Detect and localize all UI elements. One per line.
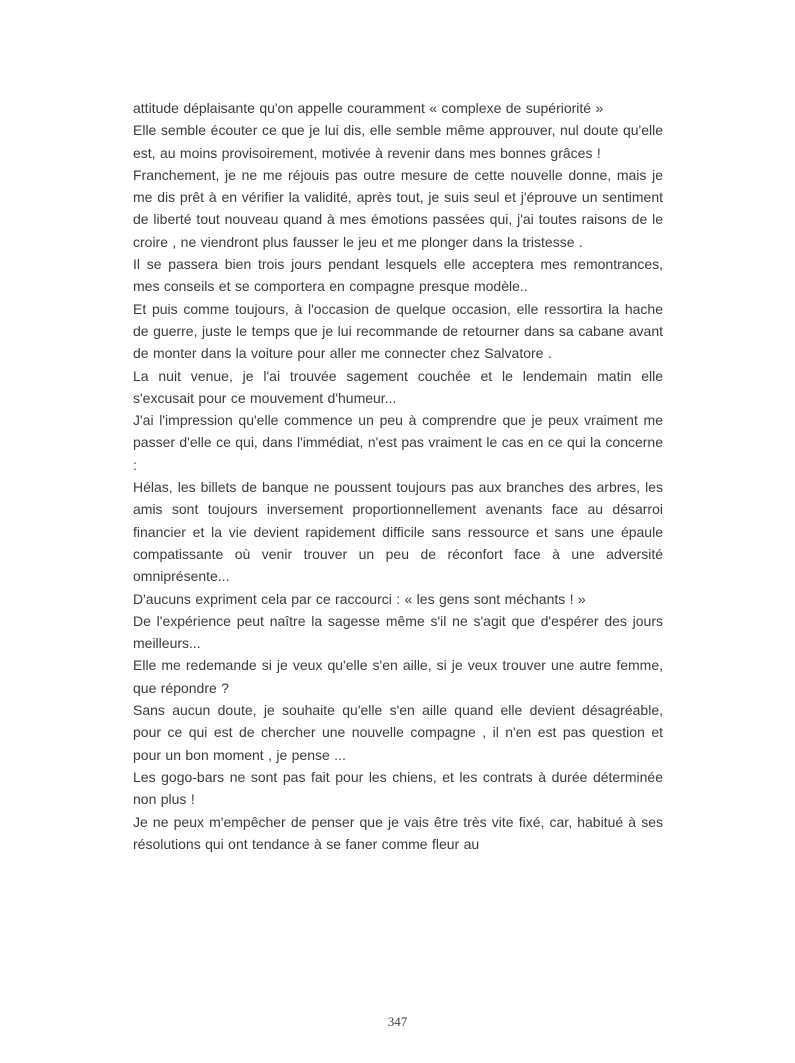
paragraph: Franchement, je ne me réjouis pas outre mesure de cette nouvelle donne, mais je me dis prêt à en vérifier la validité, après tout, je suis seul et j'éprouve un sentiment de liberté tout nouveau quand à mes émotions passées qui, j'ai toutes raisons de le croire , ne viendront plus fausser le jeu et me plonger dans la tristesse . [133, 166, 663, 250]
paragraph: Il se passera bien trois jours pendant lesquels elle acceptera mes remontrances, mes conseils et se comportera en compagne presque modèle.. [133, 256, 663, 295]
paragraph: D'aucuns expriment cela par ce raccourci : « les gens sont méchants ! » [133, 590, 586, 607]
paragraph: Je ne peux m'empêcher de penser que je vais être très vite fixé, car, habitué à ses résolutions qui ont tendance à se faner comme fleur au [133, 813, 663, 852]
paragraph: La nuit venue, je l'ai trouvée sagement couchée et le lendemain matin elle s'excusait pour ce mouvement d'humeur... [133, 367, 663, 406]
paragraph: Sans aucun doute, je souhaite qu'elle s'en aille quand elle devient désagréable, pour ce qui est de chercher une nouvelle compagne , il n'en est pas question et pour un bon moment , je pense ... [133, 702, 663, 763]
paragraph: Elle me redemande si je veux qu'elle s'en aille, si je veux trouver une autre femme, que répondre ? [133, 657, 663, 696]
paragraph: De l'expérience peut naître la sagesse même s'il ne s'agit que d'espérer des jours meilleurs... [133, 612, 663, 652]
paragraph: Et puis comme toujours, à l'occasion de quelque occasion, elle ressortira la hache de guerre, juste le temps que je lui recommande de retourner dans sa cabane avant de monter dans la voiture pour aller me connecter chez Salvatore . [133, 300, 663, 362]
paragraph: Les gogo-bars ne sont pas fait pour les chiens, et les contrats à durée déterminée non plus ! [133, 768, 663, 808]
paragraph: Elle semble écouter ce que je lui dis, elle semble même approuver, nul doute qu'elle est, au moins provisoirement, motivée à revenir dans mes bonnes grâces ! [133, 122, 663, 161]
page-body-text [133, 97, 663, 855]
paragraph: J'ai l'impression qu'elle commence un peu à comprendre que je peux vraiment me passer d'elle ce qui, dans l'immédiat, n'est pas vraiment le cas en ce qui la concerne : [133, 412, 663, 473]
paragraph: attitude déplaisante qu'on appelle couramment « complexe de supériorité » [133, 100, 604, 116]
paragraph: Hélas, les billets de banque ne poussent toujours pas aux branches des arbres, les amis sont toujours inversement proportionnellement avenants face au désarroi financier et la vie devient rapidement difficile sans ressource et sans une épaule compatissante où venir trouver un peu de réconfort face à une adversité omniprésente... [133, 479, 663, 585]
page-number: 347 [387, 1014, 408, 1029]
